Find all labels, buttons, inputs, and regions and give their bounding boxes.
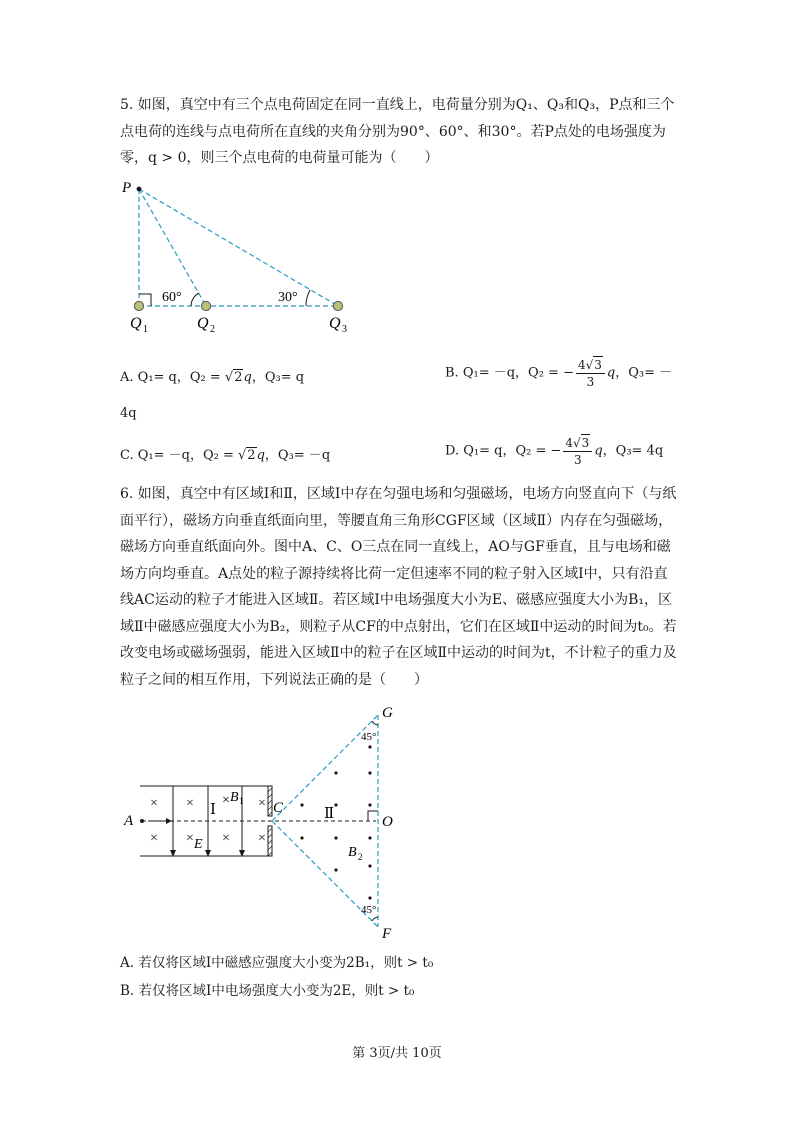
label-30: 30° <box>278 290 298 305</box>
option-q2-radicand: 2 <box>247 448 256 463</box>
option-sep: ， <box>264 448 278 463</box>
label-region-1: Ⅰ <box>210 802 216 818</box>
option-sep: ， <box>602 443 616 459</box>
point-p <box>137 187 142 192</box>
angle-30-arc <box>306 290 310 306</box>
right-angle-o <box>368 811 378 821</box>
line-p-q2 <box>139 189 206 306</box>
option-sep: ， <box>251 370 265 385</box>
label-q1: Q <box>130 315 142 332</box>
label-q1-sub: 1 <box>143 324 148 335</box>
label-angle-top: 45° <box>361 731 377 743</box>
angle-top-arc <box>372 721 378 725</box>
option-q2-var: q <box>594 443 603 459</box>
svg-text:×: × <box>258 796 266 811</box>
svg-text:×: × <box>150 831 158 846</box>
charge-q3 <box>333 301 342 310</box>
label-q2-sub: 2 <box>210 324 215 335</box>
angle-bottom-arc <box>372 917 378 921</box>
option-q3: Q₃= q <box>264 370 305 385</box>
option-q3: Q₃= －q <box>277 448 331 463</box>
option-letter: B. <box>445 365 463 381</box>
velocity-arrowhead <box>166 818 172 824</box>
b2-dots <box>300 745 371 899</box>
svg-text:×: × <box>222 831 230 846</box>
label-b2-sub: 2 <box>358 852 363 862</box>
svg-text:×: × <box>150 796 158 811</box>
option-q1: Q₁= q， <box>137 370 190 385</box>
option-q2-var: q <box>606 365 616 381</box>
label-region-2: Ⅱ <box>324 806 335 822</box>
q5-stem: 5. 如图，真空中有三个点电荷固定在同一直线上，电荷量分别为Q₁、Q₃和Q₃，P点和三个点电荷的连线与点电荷所在直线的夹角分别为90°、60°、和30°。若P点处的电场强度为零，q > 0，则三个点电荷的电荷量可能为（ ） <box>120 97 675 166</box>
page-footer: 第 3页/共 10页 <box>352 1046 442 1061</box>
q6-option-b[interactable]: B. 若仅将区域Ⅰ中电场强度大小变为2E，则t > t₀ <box>120 983 415 999</box>
option-q3: Q₃= 4q <box>615 443 664 459</box>
q5-option-a[interactable]: A. Q₁= q，Q₂ = √2q，Q₃= q <box>120 370 305 385</box>
line-p-q3 <box>139 189 338 306</box>
q5-option-b-wrap: 4q <box>120 406 137 421</box>
option-letter: A. <box>120 370 138 385</box>
q5-option-d[interactable] <box>445 434 663 468</box>
option-q2-lhs: Q₂ = <box>202 448 238 463</box>
label-o: O <box>382 814 393 830</box>
option-q2-lhs: Q₂ = <box>189 370 225 385</box>
q6-stem: 6. 如图，真空中有区域Ⅰ和Ⅱ，区域Ⅰ中存在匀强电场和匀强磁场，电场方向竖直向下（与纸面平行），磁场方向垂直纸面向里，等腰直角三角形CGF区域（区域Ⅱ）内存在匀强磁场，磁场方向垂直纸面向外。图中A、C、O三点在同一直线上，AO与GF垂直，且与电场和磁场方向均垂直。A点处的粒子源持续将比荷一定但速率不同的粒子射入区域Ⅰ中，只有沿直线AC运动的粒子才能进入区域Ⅱ。若区域Ⅰ中电场强度大小为E、磁感应强度大小为B₁，区域Ⅱ中磁感应强度大小为B₂，则粒子从CF的中点射出，它们在区域Ⅱ中运动的时间为t₀。若改变电场或磁场强弱，能进入区域Ⅱ中的粒子在区域Ⅱ中运动的时间为t，不计粒子的重力及粒子之间的相互作用，下列说法正确的是（ ） <box>120 486 677 688</box>
q6-figure <box>118 700 408 950</box>
label-a: A <box>124 813 134 829</box>
label-b1-sub: 1 <box>239 796 244 806</box>
label-b1-cross: × <box>222 793 230 808</box>
option-letter: C. <box>120 448 138 463</box>
q5-dashed-lines <box>139 189 338 306</box>
charge-q1 <box>134 301 143 310</box>
label-p: P <box>122 180 132 196</box>
label-g: G <box>382 705 393 721</box>
point-a <box>140 819 144 823</box>
option-q2-fraction: $\frac{4√3}{3}$ <box>576 356 605 390</box>
option-q1: Q₁= －q， <box>462 365 529 381</box>
option-q3: Q₃= － <box>628 365 673 381</box>
q5-option-b[interactable] <box>445 356 672 390</box>
label-q2: Q <box>197 315 209 332</box>
q6-option-a[interactable]: A. 若仅将区域Ⅰ中磁感应强度大小变为2B₁，则t > t₀ <box>120 955 434 971</box>
svg-text:×: × <box>186 796 194 811</box>
label-f: F <box>382 926 392 942</box>
label-60: 60° <box>162 290 182 305</box>
svg-text:×: × <box>258 831 266 846</box>
option-letter: D. <box>445 443 464 459</box>
option-q2-radicand: 2 <box>234 370 243 385</box>
option-sep: ， <box>615 365 629 381</box>
option-q1: Q₁= q， <box>463 443 516 459</box>
q5-option-c[interactable]: C. Q₁= －q，Q₂ = √2q，Q₃= －q <box>120 448 331 463</box>
svg-text:×: × <box>186 831 194 846</box>
q5-figure <box>118 176 368 336</box>
option-q1: Q₁= －q， <box>137 448 203 463</box>
label-q3: Q <box>329 315 341 332</box>
label-q3-sub: 3 <box>342 324 347 335</box>
label-c: C <box>273 800 284 816</box>
option-q2-lhs: Q₂ = − <box>528 365 574 381</box>
label-b1: B <box>230 790 239 805</box>
option-q2-fraction: $\frac{4√3}{3}$ <box>563 434 592 468</box>
option-q2-var: q <box>256 448 265 463</box>
label-e: E <box>194 837 203 852</box>
label-angle-bottom: 45° <box>361 904 377 916</box>
label-b2: B <box>348 845 357 860</box>
angle-60-arc <box>191 293 199 306</box>
charge-q2 <box>201 301 210 310</box>
option-q2-var: q <box>243 370 252 385</box>
option-q2-lhs: Q₂ = − <box>515 443 562 459</box>
